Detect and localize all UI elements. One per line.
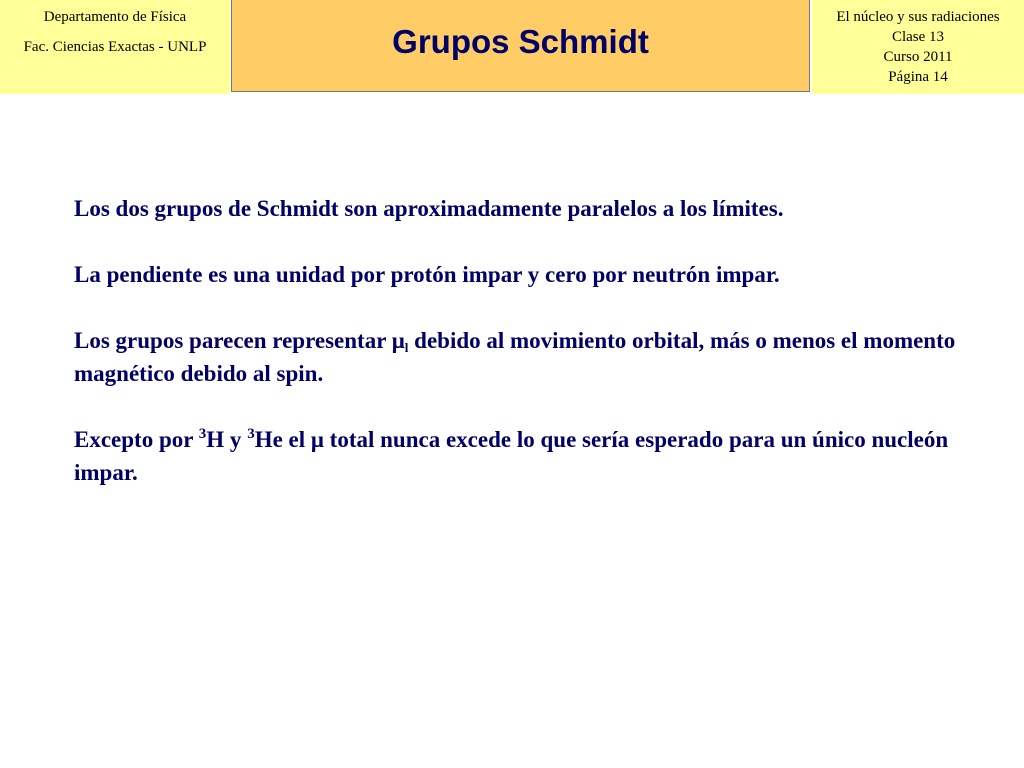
department-label: Departamento de Física [43,9,187,25]
header-right-box [812,0,1024,94]
paragraph-4-mid: H y [206,427,248,452]
faculty-label: Fac. Ciencias Exactas - UNLP [23,39,207,55]
slide-body [74,192,1004,522]
paragraph-3-start: Los grupos parecen representar [74,328,392,353]
paragraph-4-start: Excepto por [74,427,199,452]
paragraph-3-end: debido al movimiento orbital, más o menos el momento magnético debido al spin. [74,328,956,386]
paragraph-3 [74,324,1004,390]
paragraph-4-end: He el μ total nunca excede lo que sería esperado para un único nucleón impar. [74,427,949,485]
course-year: Curso 2011 [883,49,953,65]
paragraph-4 [74,423,1004,489]
page-number: Página 14 [888,69,948,85]
title-box [231,0,810,92]
tritium-mass-number: 3 [198,426,207,442]
orbital-subscript: l [404,340,409,355]
helium-mass-number: 3 [247,426,255,442]
paragraph-2: La pendiente es una unidad por protón impar y cero por neutrón impar. [74,262,780,287]
course-name: El núcleo y sus radiaciones [836,9,1000,25]
slide-title: Grupos Schmidt [392,23,649,60]
paragraph-1: Los dos grupos de Schmidt son aproximadamente paralelos a los límites. [74,196,784,221]
class-number: Clase 13 [891,29,945,45]
mu-symbol: μ [391,328,405,353]
header-left-box [0,0,230,94]
